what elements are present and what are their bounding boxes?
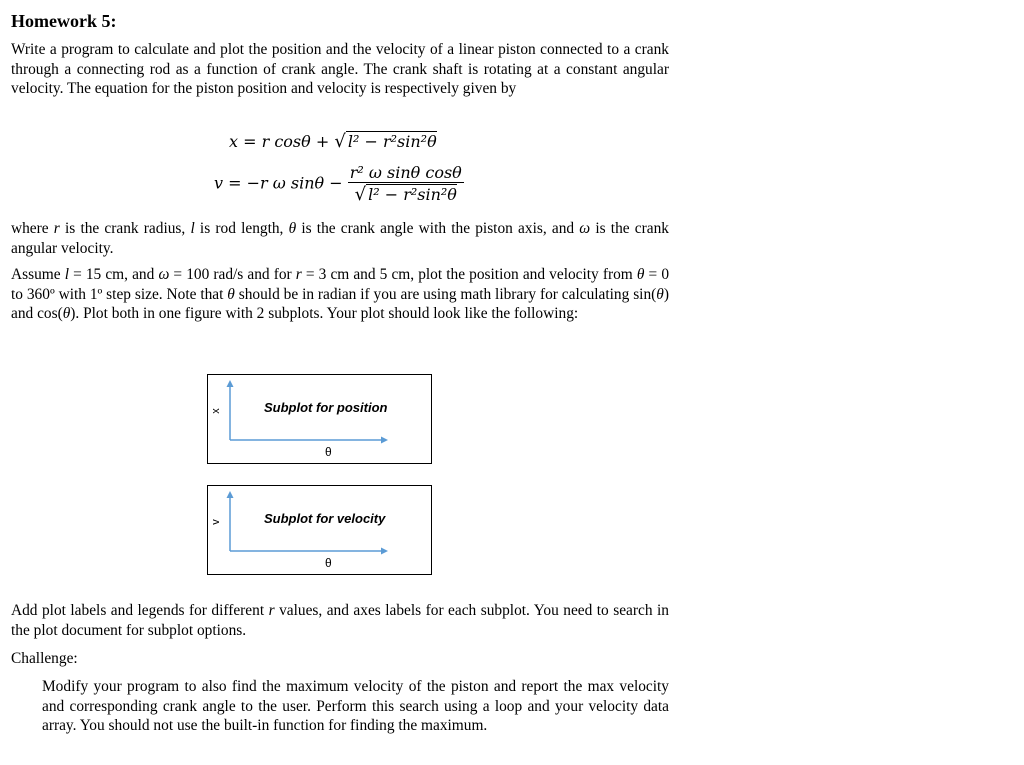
challenge-heading: Challenge: [11,650,78,667]
velocity-equation [214,163,464,205]
y-axis-label: x [209,408,222,414]
velocity-axes-arrows [208,486,431,574]
position-equation-lhs: x = r cosθ + [229,132,335,151]
position-subplot-figure [207,374,432,464]
position-axes-arrows [208,375,431,463]
x-axis-arrowhead [381,548,388,555]
velocity-equation-lhs: v = −r ω sinθ − [214,173,348,193]
x-axis-label: θ [325,445,332,459]
x-axis-label: θ [325,556,332,570]
y-axis-arrowhead [227,491,234,498]
position-equation-sqrt: l² − r²sin²θ [347,132,437,151]
page-title: Homework 5: [11,11,117,31]
subplot-title: Subplot for position [264,400,388,415]
intro-paragraph: Write a program to calculate and plot the position and the velocity of a linear piston connected to a crank through a connecting rod as a function of crank angle. The crank shaft is rotating at a constant angular velocity. The equation for the piston position and velocity is respectively given by [11,41,669,98]
position-equation [229,131,437,152]
labels-paragraph: Add plot labels and legends for different r values, and axes labels for each subplot. You need to search in the plot document for subplot options. [11,602,669,639]
challenge-body: Modify your program to also find the maximum velocity of the piston and report the max velocity and corresponding crank angle to the user. Perform this search using a loop and your velocity data array. You should not use the built-in function for finding the maximum. [42,678,669,735]
where-paragraph: where r is the crank radius, l is rod length, θ is the crank angle with the piston axis, and ω is the crank angular velocity. [11,220,669,257]
velocity-denominator: l² − r²sin²θ [368,185,457,204]
y-axis-arrowhead [227,380,234,387]
sqrt-symbol: √ [354,184,367,205]
y-axis-label: v [209,519,222,525]
assume-paragraph: Assume l = 15 cm, and ω = 100 rad/s and for r = 3 cm and 5 cm, plot the position and velocity from θ = 0 to 360º with 1º step size. Note that θ should be in radian if you are using math library for calculating sin(θ) and cos(θ). Plot both in one figure with 2 subplots. Your plot should look like the following: [11,266,670,323]
subplot-title: Subplot for velocity [264,511,386,526]
sqrt-symbol: √ [334,131,346,152]
x-axis-arrowhead [381,437,388,444]
velocity-subplot-figure [207,485,432,575]
velocity-numerator: r² ω sinθ cosθ [349,163,462,182]
velocity-denominator-wrap [348,182,464,205]
velocity-fraction [348,163,464,205]
